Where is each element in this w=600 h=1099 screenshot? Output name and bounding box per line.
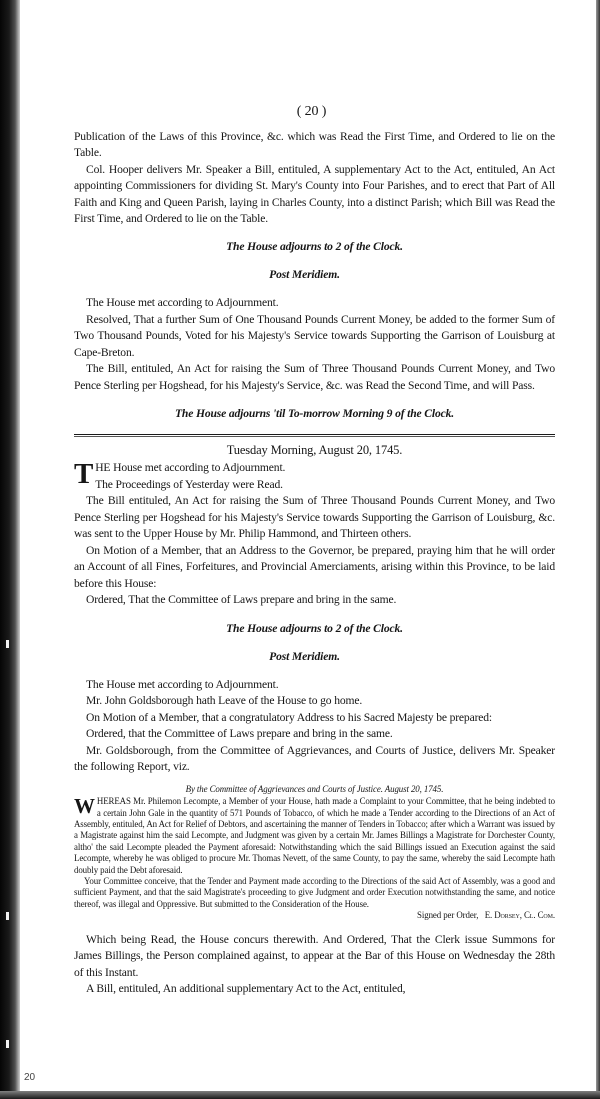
- paragraph-hooper-bill: Col. Hooper delivers Mr. Speaker a Bill, entituled, A supplementary Act to the Act, entituled, An Act appointing Commissioners for dividing St. Mary's County into Four Parishes, and to erect that Part of All Faith and King and Queen Parish, laying in Charles County, into a distinct Parish; which Bill was Read the First Time, and Ordered to lie on the Table.: [74, 162, 555, 225]
- paragraph-ordered: Ordered, That the Committee of Laws prepare and bring in the same.: [86, 593, 397, 607]
- paragraph-publication: Publication of the Laws of this Province, &c. which was Read the First Time, and Ordered to lie on the Table.: [74, 129, 555, 159]
- scan-right-edge: [596, 0, 600, 1099]
- paragraph-report-delivered: Mr. Goldsborough, from the Committee of Aggrievances, and Courts of Justice, delivers Mr. Speaker the following Report, viz.: [74, 743, 555, 774]
- scan-left-edge: [0, 0, 20, 1099]
- adjournment-notice: The House adjourns to 2 of the Clock.: [226, 240, 403, 254]
- committee-report: [74, 784, 555, 922]
- paragraph-bill-second-reading: The Bill, entituled, An Act for raising the Sum of Three Thousand Pounds Current Money, and Two Pence Sterling per Hogshead, for his Majesty's Service, &c. was Read the Second Time, and will Pass.: [74, 362, 555, 392]
- report-signed: Signed per Order,: [417, 910, 479, 921]
- corner-mark: 20: [24, 1072, 36, 1083]
- scan-bottom-edge: [0, 1091, 600, 1099]
- paragraph-house-met: [74, 460, 555, 493]
- paragraph-motion-address: On Motion of a Member, that an Address to the Governor, be prepared, praying him that he will order an Account of all Fines, Forfeitures, and Provincial Amerciaments, arising within this Province, to be laid before this House:: [74, 543, 555, 590]
- paragraph-house-met-text: HE House met according to Adjournment.: [95, 461, 286, 475]
- drop-cap: T: [74, 458, 94, 491]
- report-signature: [74, 910, 555, 921]
- report-body-text: HEREAS Mr. Philemon Lecompte, a Member of your House, hath made a Complaint to your Committee, that he being indebted to a certain John Gale in the quantity of 571 Pounds of Tobacco, of which he made a Tender according to the Directions of an Act of Assembly, entituled, An Act for Relief of Debtors, and ascertaining the manner of Tenders in Tobacco; after which a Warrant was issued by a Magistrate against him the said Lecompte, and Judgment was given by a certain Mr. James Billings a Magistrate for Dorchester County, altho' the said Lecompte pleaded the Payment aforesaid: Notwithstanding which the said Billings issued an Execution against the said Lecompte, whereby he was obliged to procure Mr. Thomas Nevett, of the same County, to pay the same, whereby the said Lecompte hath doubly paid the Debt aforesaid.: [74, 796, 555, 875]
- paragraph-additional-bill: A Bill, entituled, An additional supplementary Act to the Act, entituled,: [86, 982, 406, 996]
- paragraph-ordered-laws: Ordered, that the Committee of Laws prepare and bring in the same.: [86, 727, 393, 741]
- adjournment-notice: The House adjourns 'til To-morrow Morning 9 of the Clock.: [175, 406, 454, 420]
- adjournment-notice: The House adjourns to 2 of the Clock.: [226, 621, 403, 635]
- report-body: [74, 796, 555, 876]
- section-divider: [74, 434, 555, 437]
- paragraph-concurs: Which being Read, the House concurs therewith. And Ordered, That the Clerk issue Summons for James Billings, the Person complained against, to appear at the Bar of this House on Wednesday the 28th of this Instant.: [74, 932, 555, 979]
- paragraph-leave: Mr. John Goldsborough hath Leave of the House to go home.: [86, 694, 363, 708]
- post-meridiem-heading: Post Meridiem.: [269, 268, 340, 282]
- drop-cap: W: [74, 794, 95, 819]
- report-signer: E. Dorsey, Cl. Com.: [484, 910, 555, 921]
- page-number: ( 20 ): [296, 104, 327, 119]
- paragraph-congratulatory-motion: On Motion of a Member, that a congratulatory Address to his Sacred Majesty be prepared:: [86, 710, 493, 724]
- paragraph-met: The House met according to Adjournment.: [86, 296, 279, 310]
- document-page: [74, 104, 555, 998]
- post-meridiem-heading: Post Meridiem.: [269, 649, 340, 663]
- report-heading: By the Committee of Aggrievances and Courts of Justice. August 20, 1745.: [185, 783, 444, 794]
- paragraph-resolved: Resolved, That a further Sum of One Thousand Pounds Current Money, be added to the former Sum of Two Thousand Pounds, Voted for his Majesty's Service towards Supporting the Garrison of Louisburg at Cape-Breton.: [74, 312, 555, 359]
- paragraph-proceedings: The Proceedings of Yesterday were Read.: [95, 477, 283, 491]
- date-heading: Tuesday Morning, August 20, 1745.: [226, 442, 403, 457]
- paragraph-met-again: The House met according to Adjournment.: [86, 677, 279, 691]
- report-opinion: Your Committee conceive, that the Tender and Payment made according to the Directions of the said Act of Assembly, was a good and sufficient Payment, and that the said Magistrate's proceeding to give Judgment and order Execution notwithstanding the same, and notice thereof, was illegal and Oppressive. But submitted to the Consideration of the House.: [74, 876, 555, 909]
- paragraph-bill-sent: The Bill entituled, An Act for raising the Sum of Three Thousand Pounds Current Money, and Two Pence Sterling per Hogshead for his Majesty's Service towards Supporting the Garrison of Louisburg, &c. was sent to the Upper House by Mr. Philip Hammond, and Thirteen others.: [74, 494, 555, 541]
